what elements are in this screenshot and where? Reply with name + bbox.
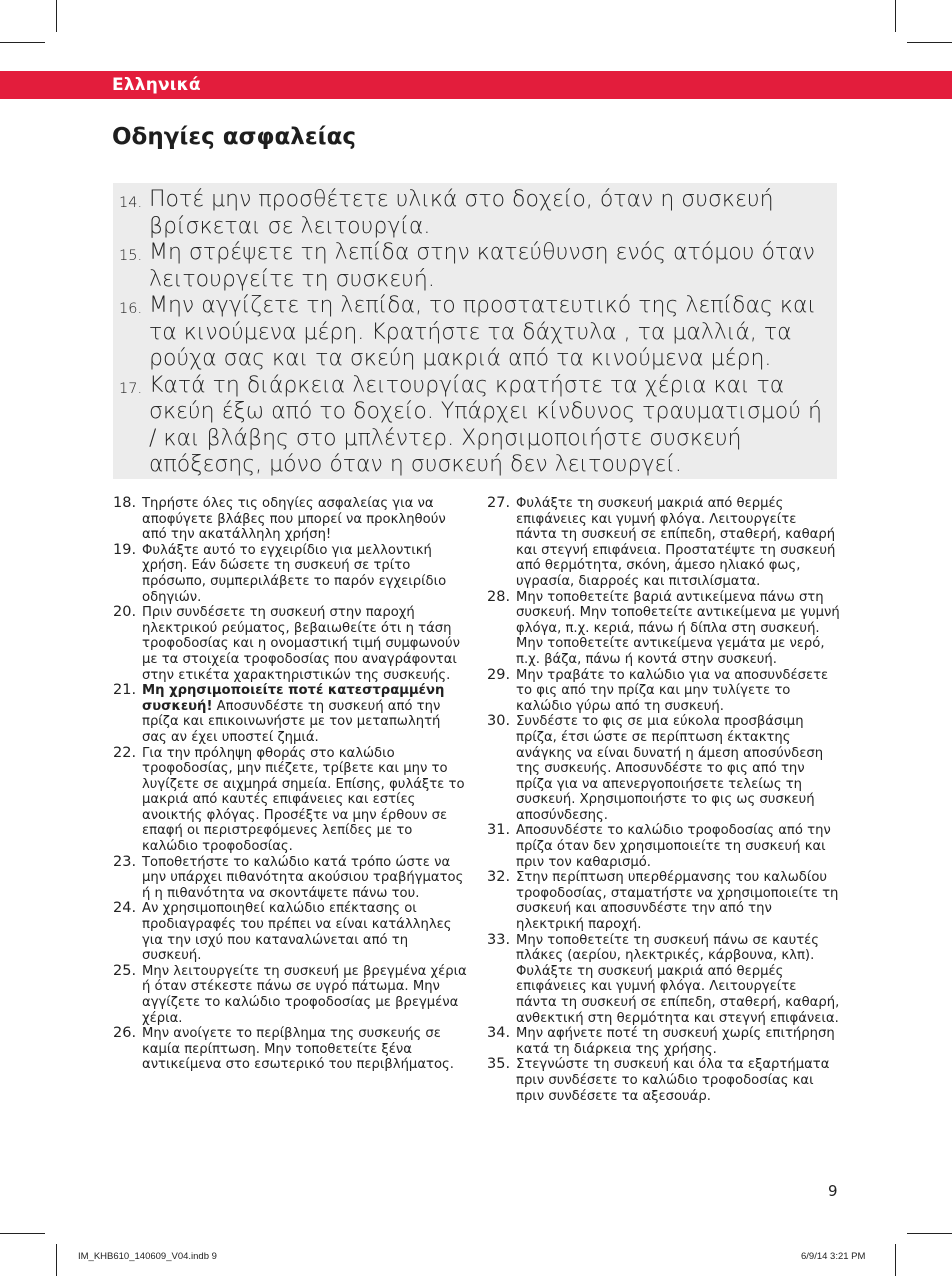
item-number: 35. bbox=[487, 1056, 511, 1073]
list-item bbox=[487, 870, 841, 932]
list-item bbox=[113, 543, 469, 605]
item-number: 33. bbox=[487, 931, 511, 948]
language-band bbox=[0, 71, 952, 99]
item-number: 28. bbox=[487, 588, 511, 605]
item-number: 20. bbox=[113, 604, 137, 621]
item-number: 18. bbox=[113, 495, 137, 511]
left-column bbox=[113, 496, 469, 1073]
item-number: 27. bbox=[487, 495, 511, 511]
item-text: Στην περίπτωση υπερθέρμανσης του καλωδίου τροφοδοσίας, σταματήστε να χρησιμοποιείτε τη συσκευή και αποσυνδέστε την από την ηλεκτρική παροχή. bbox=[516, 870, 839, 933]
item-text: Μην τοποθετείτε τη συσκευή πάνω σε καυτές πλάκες (αερίου, ηλεκτρικές, κάρβουνα, κλπ). Φυλάξτε τη συσκευή μακριά από θερμές επιφάνειες και γυμνή φλόγα. Λειτουργείτε πάντα τη συσκευή σε επίπεδη, σταθερή, καθαρή, ανθεκτική στη θερμότητα και στεγνή επιφάνεια. bbox=[516, 932, 840, 1026]
list-item bbox=[487, 1057, 841, 1104]
list-item bbox=[113, 746, 469, 855]
crop-mark bbox=[56, 0, 57, 32]
list-item bbox=[487, 714, 841, 823]
item-text: Τοποθετήστε το καλώδιο κατά τρόπο ώστε να μην υπάρχει πιθανότητα ακούσιου τραβήγματος ή η πιθανότητα να σκοντάψετε πάνω του. bbox=[142, 854, 464, 901]
list-item bbox=[113, 855, 469, 902]
item-text: Συνδέστε το φις σε μια εύκολα προσβάσιμη πρίζα, έτσι ώστε σε περίπτωση έκτακτης ανάγκης να είναι δυνατή η άμεση αποσύνδεση της συσκευής. Αποσυνδέστε το φις από την πρίζα για να απενεργοποιήσετε τελείως τη συσκευή. Χρησιμοποιήστε το φις ως συσκευή αποσύνδεσης. bbox=[516, 714, 824, 823]
item-text: Μην αφήνετε ποτέ τη συσκευή χωρίς επιτήρηση κατά τη διάρκεια της χρήσης. bbox=[516, 1026, 835, 1057]
list-item bbox=[113, 683, 469, 745]
warning-box bbox=[113, 183, 837, 479]
item-text: Ποτέ μην προσθέτετε υλικά στο δοχείο, όταν η συσκευή βρίσκεται σε λειτουργία. bbox=[149, 187, 774, 239]
item-text: Μη στρέψετε τη λεπίδα στην κατεύθυνση ενός ατόμου όταν λειτουργείτε τη συσκευή. bbox=[149, 240, 815, 292]
list-item bbox=[113, 605, 469, 683]
item-number: 30. bbox=[487, 713, 511, 730]
list-item bbox=[487, 668, 841, 715]
item-number: 24. bbox=[113, 900, 137, 917]
warning-item bbox=[113, 187, 837, 240]
item-number: 34. bbox=[487, 1025, 511, 1042]
item-text: Φυλάξτε αυτό το εγχειρίδιο για μελλοντική χρήση. Εάν δώσετε τη συσκευή σε τρίτο πρόσωπο, συμπεριλάβετε το παρόν εγχειρίδιο οδηγιών. bbox=[142, 542, 447, 605]
list-item bbox=[487, 1026, 841, 1057]
footer-date: 6/9/14 3:21 PM bbox=[801, 1251, 866, 1262]
crop-mark bbox=[907, 42, 952, 43]
page-title: Οδηγίες ασφαλείας bbox=[112, 124, 357, 150]
item-number: 29. bbox=[487, 666, 511, 683]
item-number: 21. bbox=[113, 682, 137, 699]
item-number: 26. bbox=[113, 1025, 137, 1042]
item-text: Μην αγγίζετε τη λεπίδα, το προστατευτικό της λεπίδας και τα κινούμενα μέρη. Κρατήστε τα δάχτυλα , τα μαλλιά, τα ρούχα σας και τα σκεύη μακριά από τα κινούμενα μέρη. bbox=[149, 293, 816, 371]
item-text: Κατά τη διάρκεια λειτουργίας κρατήστε τα χέρια και τα σκεύη έξω από το δοχείο. Υπάρχει κίνδυνος τραυματισμού ή / και βλάβης στο μπλέντερ. Χρησιμοποιήστε συσκευή απόξεσης, μόνο όταν η συσκευή δεν λειτουργεί. bbox=[149, 372, 822, 477]
item-number: 17. bbox=[119, 380, 143, 397]
item-text: Αποσυνδέστε το καλώδιο τροφοδοσίας από την πρίζα όταν δεν χρησιμοποιείτε τη συσκευή και πριν τον καθαρισμό. bbox=[516, 823, 831, 870]
item-text: Μην λειτουργείτε τη συσκευή με βρεγμένα χέρια ή όταν στέκεστε πάνω σε υγρό πάτωμα. Μην αγγίζετε το καλώδιο τροφοδοσίας με βρεγμένα χέρια. bbox=[142, 963, 467, 1026]
list-item bbox=[487, 496, 841, 590]
item-number: 25. bbox=[113, 962, 137, 979]
crop-mark bbox=[907, 1233, 952, 1234]
footer-file: IM_KHB610_140609_V04.indb 9 bbox=[78, 1251, 217, 1262]
item-text: Μην ανοίγετε το περίβλημα της συσκευής σε καμία περίπτωση. Μην τοποθετείτε ξένα αντικείμενα στο εσωτερικό του περιβλήματος. bbox=[142, 1026, 454, 1073]
item-number: 32. bbox=[487, 869, 511, 886]
crop-mark bbox=[895, 1244, 896, 1276]
item-number: 19. bbox=[113, 541, 137, 558]
page-number: 9 bbox=[828, 1182, 838, 1200]
warning-item bbox=[113, 293, 837, 373]
item-text: Τηρήστε όλες τις οδηγίες ασφαλείας για να αποφύγετε βλάβες που μπορεί να προκληθούν από την ακατάλληλη χρήση! bbox=[142, 496, 446, 543]
list-item bbox=[487, 933, 841, 1027]
list-item bbox=[113, 496, 469, 543]
crop-mark bbox=[56, 1244, 57, 1276]
item-number: 22. bbox=[113, 744, 137, 761]
item-number: 14. bbox=[119, 195, 143, 211]
item-bold-text: Μη χρησιμοποιείτε ποτέ κατεστραμμένη συσκευή! bbox=[142, 683, 445, 714]
language-label: Ελληνικά bbox=[112, 75, 201, 95]
item-text: Αποσυνδέστε τη συσκευή από την πρίζα και επικοινωνήστε με τον μεταπωλητή σας αν έχει υποστεί ζημιά. bbox=[142, 698, 441, 745]
crop-mark bbox=[0, 42, 45, 43]
list-item bbox=[113, 901, 469, 963]
item-text: Μην τοποθετείτε βαριά αντικείμενα πάνω στη συσκευή. Μην τοποθετείτε αντικείμενα με γυμνή φλόγα, π.χ. κεριά, πάνω ή δίπλα στη συσκευή. Μην τοποθετείτε αντικείμενα γεμάτα με νερό, π.χ. βάζα, πάνω ή κοντά στην συσκευή. bbox=[516, 589, 840, 667]
list-item bbox=[113, 964, 469, 1026]
item-text: Για την πρόληψη φθοράς στο καλώδιο τροφοδοσίας, μην πιέζετε, τρίβετε και μην το λυγίζετε σε αιχμηρά σημεία. Επίσης, φυλάξτε το μακριά από καυτές επιφάνειες και εστίες ανοικτής φλόγας. Προσέξτε να μην έρθουν σε επαφή οι περιστρεφόμενες λεπίδες με το καλώδιο τροφοδοσίας. bbox=[142, 745, 465, 855]
crop-mark bbox=[895, 0, 896, 32]
item-text: Αν χρησιμοποιηθεί καλώδιο επέκτασης οι προδιαγραφές του πρέπει να είναι κατάλληλες για την ισχύ που καταναλώνεται από τη συσκευή. bbox=[142, 901, 452, 964]
item-number: 15. bbox=[119, 248, 143, 264]
warning-item bbox=[113, 373, 837, 479]
warning-list bbox=[113, 187, 837, 479]
warning-item bbox=[113, 240, 837, 293]
item-number: 31. bbox=[487, 822, 511, 839]
item-text: Φυλάξτε τη συσκευή μακριά από θερμές επιφάνειες και γυμνή φλόγα. Λειτουργείτε πάντα τη συσκευή σε επίπεδη, σταθερή, καθαρή και στεγνή επιφάνεια. Προστατέψτε τη συσκευή από θερμότητα, σκόνη, άμεσο ηλιακό φως, υγρασία, διαρροές και πιτσιλίσματα. bbox=[516, 496, 836, 589]
crop-mark bbox=[0, 1233, 45, 1234]
right-column bbox=[487, 496, 841, 1104]
item-text: Μην τραβάτε το καλώδιο για να αποσυνδέσετε το φις από την πρίζα και μην τυλίγετε το καλώδιο γύρω από τη συσκευή. bbox=[516, 667, 829, 714]
item-number: 23. bbox=[113, 853, 137, 870]
list-item bbox=[487, 590, 841, 668]
list-item bbox=[487, 823, 841, 870]
item-text: Πριν συνδέσετε τη συσκευή στην παροχή ηλεκτρικού ρεύματος, βεβαιωθείτε ότι η τάση τροφοδοσίας και η ονομαστική τιμή συμφωνούν με τα στοιχεία τροφοδοσίας που αναγράφονται στην ετικέτα χαρακτηριστικών της συσκευής. bbox=[142, 605, 460, 683]
item-number: 16. bbox=[119, 301, 143, 317]
item-text: Στεγνώστε τη συσκευή και όλα τα εξαρτήματα πριν συνδέσετε το καλώδιο τροφοδοσίας και πριν συνδέσετε τα αξεσουάρ. bbox=[516, 1057, 830, 1104]
list-item bbox=[113, 1026, 469, 1073]
